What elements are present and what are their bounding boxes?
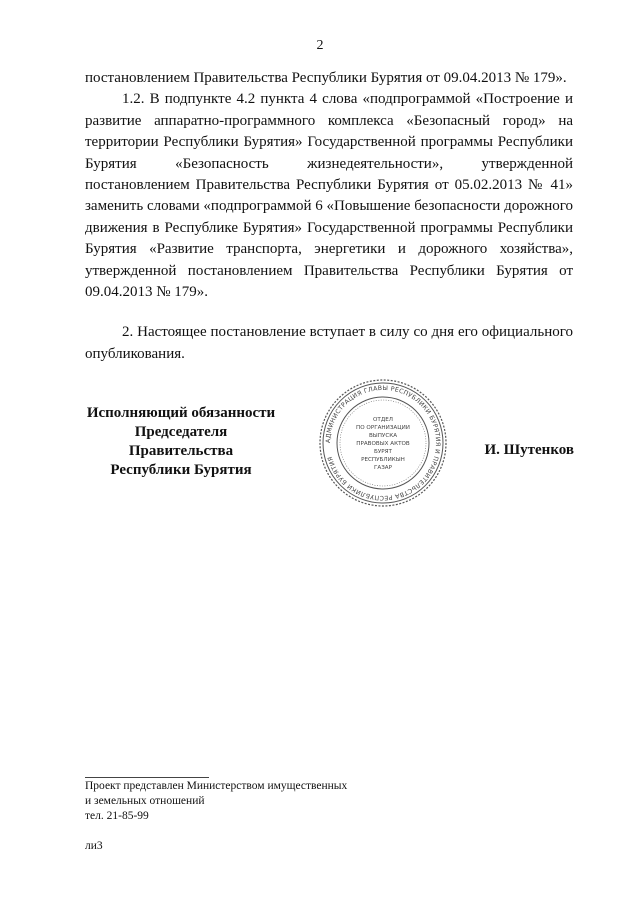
footer-note <box>85 779 347 824</box>
seal-inner-line: БУРЯТ <box>374 449 392 455</box>
seal-inner-line: ГАЗАР <box>373 465 393 471</box>
seal-outer-text: АДМИНИСТРАЦИЯ ГЛАВЫ РЕСПУБЛИКИ БУРЯТИЯ И ПРАВИТЕЛЬСТВА РЕСПУБЛИКИ БУРЯТИЯ <box>324 384 442 502</box>
paragraph-clause-2: 2. Настоящее постановление вступает в силу со дня его официального опубликования. <box>85 324 573 362</box>
page-number: 2 <box>316 38 324 53</box>
official-seal <box>317 377 449 509</box>
seal-inner-line: ОТДЕЛ <box>373 417 393 423</box>
footer-line: тел. 21-85-99 <box>85 810 149 822</box>
signer-name: И. Шутенков <box>484 442 574 458</box>
paragraph-continuation: постановлением Правительства Республики Бурятия от 09.04.2013 № 179». <box>85 70 567 86</box>
document-body <box>85 68 573 365</box>
document-code: ли3 <box>85 840 103 852</box>
footer-line: Проект представлен Министерством имущественных <box>85 780 348 792</box>
signatory-line: Председателя Правительства <box>128 424 234 459</box>
signatory-position <box>85 404 277 480</box>
footer-line: и земельных отношений <box>85 795 205 807</box>
seal-inner-line: РЕСПУБЛИКЫН <box>361 457 405 463</box>
paragraph-clause-1-2: 1.2. В подпункте 4.2 пункта 4 слова «подпрограммой «Построение и развитие аппаратно-программного комплекса «Безопасный город» на территории Республики Бурятия» Государственной программы Республики Бурятия «Безопасность жизнедеятельности», утвержденной постановлением Правительства Республики Бурятия от 05.02.2013 № 41» заменить словами «подпрограммой 6 «Повышение безопасности дорожного движения в Республике Бурятия» Государственной программы Республики Бурятия «Развитие транспорта, энергетики и дорожного хозяйства», утвержденной постановлением Правительства Республики Бурятия от 09.04.2013 № 179». <box>85 91 573 301</box>
seal-inner-line: ПО ОРГАНИЗАЦИИ <box>356 425 410 431</box>
footer-divider <box>85 777 209 778</box>
signatory-line: Республики Бурятия <box>110 462 252 478</box>
signatory-line: Исполняющий обязанности <box>86 405 276 421</box>
seal-inner-line: ПРАВОВЫХ АКТОВ <box>356 441 410 447</box>
seal-inner-line: ВЫПУСКА <box>368 433 398 439</box>
